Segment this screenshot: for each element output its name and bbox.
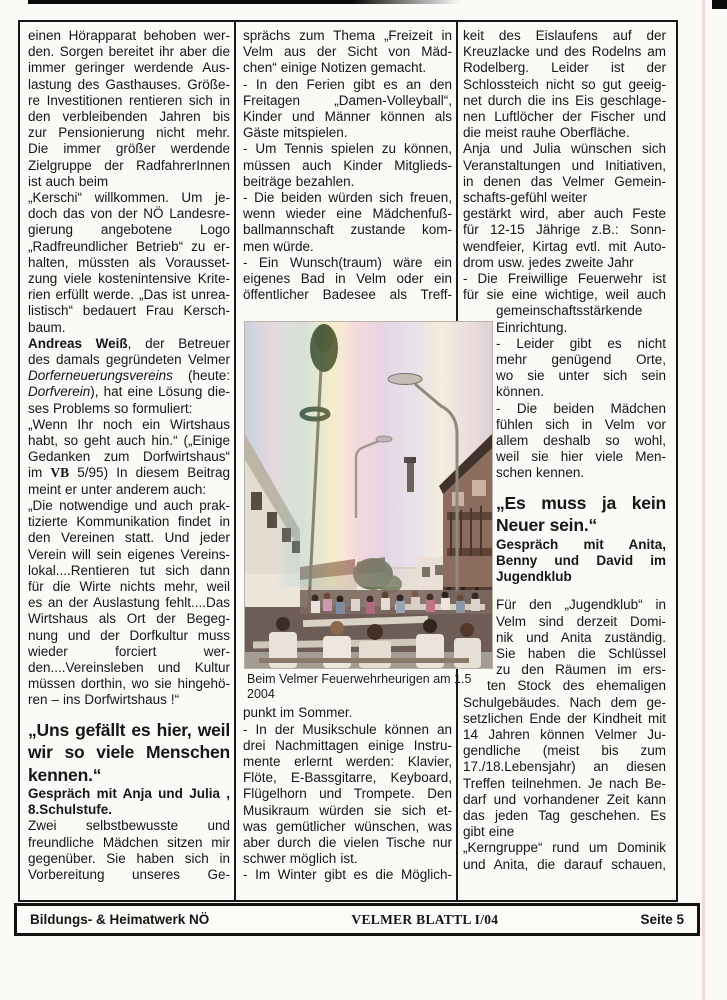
text-line: „Radfreundlicher Betrieb“ zu er- — [28, 238, 230, 254]
text-line: fühlen sich in Velm vor — [496, 416, 666, 432]
paragraph — [463, 28, 666, 141]
paragraph — [243, 705, 452, 721]
text-line: wendfeier, Kirtag evtl. mit Auto- — [463, 238, 666, 254]
text-line: - Ein Wunsch(traum) wäre ein — [243, 254, 452, 270]
text-line: Anja und Julia wünschen sich — [463, 141, 666, 157]
text-line: Schulgebäudes. Nach dem ge- — [463, 694, 666, 710]
text-line: drei Nachmittagen einige Instru- — [243, 737, 452, 753]
text-line: Andreas Weiß, der Betreuer — [28, 335, 230, 351]
text-line: die meist rauhe Oberfläche. — [463, 125, 630, 141]
scan-fold-line — [702, 0, 705, 1000]
text-line: ses Problems so formuliert: — [28, 400, 193, 416]
text-line: wir so viele Menschen — [28, 742, 230, 763]
paragraph — [463, 271, 666, 303]
sub-heading — [496, 537, 666, 586]
paragraph — [28, 336, 230, 417]
text-line: sprächs zum Thema „Freizeit in — [243, 28, 452, 43]
text-line: Velm sind derzeit Domi- — [496, 613, 666, 629]
paragraph — [243, 77, 452, 142]
text-line: öffentlicher Badesee als Treff- — [243, 287, 452, 303]
text-line: Flügelhorn und Trompete. Den — [243, 786, 452, 802]
paragraph — [28, 498, 230, 709]
text-line: den....Vereinsleben und Kultur — [28, 659, 230, 675]
text-line: zur Pensionierung nicht mehr. — [28, 125, 230, 141]
text-line: baum. — [28, 319, 66, 335]
street-festival-photo — [245, 322, 492, 668]
text-line: ist auch beim — [28, 173, 109, 189]
paragraph — [463, 678, 666, 840]
text-line: zung viele kostenintensive Krite- — [28, 271, 230, 287]
text-line: Vorbereitung unseres Ge- — [28, 867, 230, 883]
text-line: Verein will sein eigenes Vereins- — [28, 546, 230, 562]
text-line: Gäste mitspielen. — [243, 125, 348, 141]
text-line: Benny und David im — [496, 552, 666, 568]
text-group — [496, 303, 666, 678]
paragraph — [496, 401, 666, 482]
text-line: für 12-15 Jährige z.B.: Sonn- — [463, 222, 666, 238]
text-line: - Die Freiwillige Feuerwehr ist — [463, 271, 666, 287]
text-line: net durch die ins Eis geschlage- — [463, 92, 666, 108]
photo-illustration — [245, 322, 492, 668]
text-line: gegenüber. Sie haben sich in — [28, 850, 230, 866]
text-line: „Kerngruppe“ rund um Dominik — [463, 840, 666, 856]
photo-caption: Beim Velmer Feuerwehrheurigen am 1.5 2004 — [247, 672, 472, 701]
text-line: was gemütlicher wünschen, was — [243, 818, 452, 834]
text-line: - Die beiden würden sich freuen, — [243, 190, 452, 206]
column-left — [28, 28, 230, 896]
text-line: Kinder und Männer können als — [243, 109, 452, 125]
paragraph — [243, 867, 452, 883]
text-line: aber durch die vielen Tische nur — [243, 835, 452, 851]
text-line: listisch“ bedauert Frau Kersch- — [28, 303, 230, 319]
text-line: - In der Musikschule können an — [243, 721, 452, 737]
text-line: in denen das Velmer Gemein- — [463, 173, 666, 189]
text-line: - Die beiden Mädchen — [496, 400, 666, 416]
text-line: beiträge bezahlen. — [243, 173, 355, 189]
text-line: „Uns gefällt es hier, weil — [28, 719, 230, 740]
text-line: schen kennen. — [496, 465, 585, 481]
text-line: „Die notwendige und auch prak- — [28, 497, 230, 513]
scan-corner-artifact — [712, 0, 727, 9]
text-line: den. Sorgen bereitet ihr aber die — [28, 44, 230, 60]
page-footer — [14, 903, 700, 936]
section-heading — [28, 719, 230, 787]
text-line: Rodelberg. Leider ist der — [463, 60, 666, 76]
text-line: Gedanken zum Dorfwirtshaus“ — [28, 449, 230, 465]
text-group — [463, 678, 666, 872]
paragraph — [496, 597, 666, 678]
text-line: mente erlernt werden: Klavier, — [243, 754, 452, 770]
text-line: - Im Winter gibt es die Möglich- — [243, 867, 452, 883]
text-line: Flöte, E-Bassgitarre, Keyboard, — [243, 770, 452, 786]
text-line: schwer möglich ist. — [243, 851, 358, 867]
text-line: zu den Räumen im ers- — [496, 662, 666, 678]
text-line: Musikraum würden sie sich et- — [243, 802, 452, 818]
text-line: das jeden Tag geschehen. Es — [463, 807, 666, 823]
text-line: 17./18.Lebensjahr) an diesen — [463, 759, 666, 775]
paragraph — [28, 28, 230, 190]
text-line: gendliche (meist bis zum — [463, 743, 666, 759]
text-line: „Wenn Ihr noch ein Wirtshaus — [28, 416, 230, 432]
text-line: 8.Schulstufe. — [28, 802, 113, 818]
section-heading — [496, 492, 666, 537]
text-line: Sie haben die Schlüssel — [496, 645, 666, 661]
text-line: wo sie unter sich sein — [496, 368, 666, 384]
paragraph — [496, 336, 666, 401]
text-line: ballmannschaft zustande kom- — [243, 222, 452, 238]
text-line: Neuer sein.“ — [496, 515, 598, 536]
text-line: immer geringer werdende Aus- — [28, 60, 230, 76]
text-line: nung und der Dorfkultur muss — [28, 627, 230, 643]
footer-publication-title: VELMER BLATTL I/04 — [351, 911, 499, 927]
text-line: chen“ einige Notizen gemacht. — [243, 60, 427, 76]
text-line: gierung angebotene Logo — [28, 222, 230, 238]
sub-heading — [28, 786, 230, 818]
text-line: schafts-gefühl weiter — [463, 190, 588, 206]
paragraph — [243, 141, 452, 190]
paragraph — [463, 840, 666, 872]
text-group — [28, 28, 230, 883]
text-line: doch das von der NÖ Landesre- — [28, 206, 230, 222]
text-line: Dorferneuerungsvereins (heute: — [28, 368, 230, 384]
text-line: müssen auch Kinder Mitglieds- — [243, 157, 452, 173]
text-line: „Kerschi“ willkommen. Um je- — [28, 190, 230, 206]
text-line: habt, so geht auch hin.“ („Einige — [28, 433, 230, 449]
footer-publisher: Bildungs- & Heimatwerk NÖ — [30, 912, 210, 927]
paragraph — [28, 190, 230, 336]
text-line: allem deshalb so wohl, — [496, 433, 666, 449]
text-line: Gespräch mit Anita, — [496, 536, 666, 552]
text-line: den Vereinen statt. Und jeder — [28, 530, 230, 546]
text-group — [463, 28, 666, 303]
text-line: - Um Tennis spielen zu können, — [243, 141, 452, 157]
text-line: freundliche Mädchen sitzen mir — [28, 834, 230, 850]
column-right — [463, 28, 666, 896]
text-line: punkt im Sommer. — [243, 705, 353, 721]
paragraph — [463, 206, 666, 271]
paragraph — [243, 255, 452, 304]
text-line: Kreuzlacke und des Rodelns am — [463, 44, 666, 60]
text-line: können. — [496, 384, 545, 400]
text-line: lokal....Rentieren tut sich dann — [28, 562, 230, 578]
text-line: - In den Ferien gibt es an den — [243, 76, 452, 92]
paragraph — [243, 190, 452, 255]
text-line: eigenes Bad in Velm oder ein — [243, 271, 452, 287]
text-line: Freitagen „Damen-Volleyball“, — [243, 92, 452, 108]
paragraph — [463, 141, 666, 206]
text-line: für sie eine wichtige, weil auch — [463, 287, 666, 303]
text-line: 14 Jahren können Velmer Ju- — [463, 726, 666, 742]
vertical-gap — [496, 585, 666, 597]
text-line: gemeinschaftsstärkende — [496, 303, 643, 319]
text-line: im VB 5/95) In diesem Beitrag — [28, 465, 230, 481]
text-line: tizierte Kommunikation findet in — [28, 514, 230, 530]
text-line: für die Wirte nichts mehr, weil — [28, 578, 230, 594]
text-line: Die immer größer werdende — [28, 141, 230, 157]
paragraph — [243, 722, 452, 868]
text-line: lastung des Gasthauses. Größe- — [28, 76, 230, 92]
text-line: weil sie hier viele Men- — [496, 449, 666, 465]
text-line: setzlichen Ende der Kindheit mit — [463, 710, 666, 726]
text-line: rien erfüllt werde. „Das ist unrea- — [28, 287, 230, 303]
text-line: Einrichtung. — [496, 319, 568, 335]
text-line: Wirtshaus als Ort der Begeg- — [28, 611, 230, 627]
text-line: nen Luftlöcher der Fischer und — [463, 109, 666, 125]
text-line: „Es muss ja kein — [496, 492, 666, 513]
text-line: - Leider gibt es nicht — [496, 335, 666, 351]
text-line: gestärkt wird, aber auch Feste — [463, 206, 666, 222]
text-line: ten Stock des ehemaligen — [487, 678, 666, 694]
text-line: einen Hörapparat behoben wer- — [28, 28, 230, 43]
text-line: meint er unter anderem auch: — [28, 481, 207, 497]
text-line: Treffen teilnehmen. Je nach Be- — [463, 775, 666, 791]
footer-page-number: Seite 5 — [640, 912, 684, 927]
text-line: ren – ins Dorfwirtshaus !“ — [28, 692, 180, 708]
text-line: wenn wieder eine Mädchenfuß- — [243, 206, 452, 222]
text-line: Veranstaltungen und Initiativen, — [463, 157, 666, 173]
scan-edge-artifact — [28, 0, 460, 4]
text-line: darf und vorhandener Zeit kann — [463, 791, 666, 807]
text-line: Zwei selbstbewusste und — [28, 818, 230, 834]
text-line: re Investitionen rentieren sich in — [28, 92, 230, 108]
paragraph — [28, 818, 230, 883]
paragraph — [243, 28, 452, 77]
text-line: Velm aus der Sicht von Mäd- — [243, 44, 452, 60]
paragraph — [496, 303, 666, 335]
text-line: Gespräch mit Anja und Julia , — [28, 786, 230, 802]
text-line: müssen dorthin, wo sie hingehö- — [28, 676, 230, 692]
text-line: des damals gegründeten Velmer — [28, 352, 230, 368]
text-line: keit des Eislaufens auf der — [463, 28, 666, 43]
text-line: halten, müssten als Vorausset- — [28, 254, 230, 270]
article-frame — [18, 20, 678, 902]
paragraph — [28, 417, 230, 498]
text-line: nik und Anita zuständig. — [496, 629, 666, 645]
text-line: und Anita, die darauf schauen, — [463, 856, 666, 872]
text-line: Dorfverein), hat eine Lösung die- — [28, 384, 230, 400]
text-line: Jugendklub — [496, 569, 572, 585]
text-line: den verbleibenden Jahren bis — [28, 109, 230, 125]
column-divider — [234, 22, 236, 900]
text-line: es an der Auslastung fehlt....Das — [28, 595, 230, 611]
text-line: men würde. — [243, 238, 314, 254]
text-line: Schlossteich nicht so gut geeig- — [463, 76, 666, 92]
text-line: gibt eine — [463, 824, 515, 840]
text-line: mehr genügend Orte, — [496, 352, 666, 368]
text-line: wieder forciert wer- — [28, 643, 230, 659]
text-line: kennen.“ — [28, 764, 102, 785]
text-line: Zielgruppe der RadfahrerInnen — [28, 157, 230, 173]
text-line: Für den „Jugendklub“ in — [496, 597, 666, 613]
text-line: drom usw. jedes zweite Jahr — [463, 254, 634, 270]
